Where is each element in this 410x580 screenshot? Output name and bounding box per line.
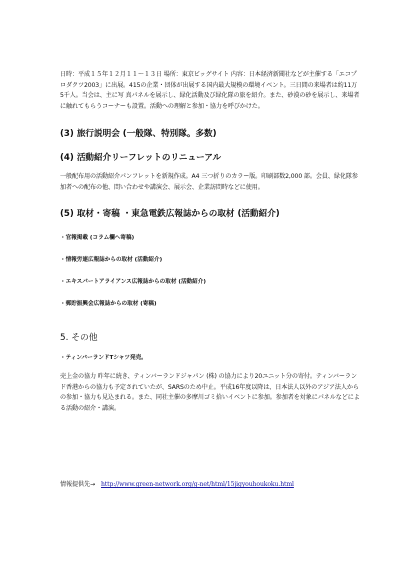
section-3-heading: (3) 旅行説明会 (一般隊、特別隊。多数) bbox=[60, 129, 217, 139]
info-link[interactable]: http://www.green-network.org/g-net/html/15jigyouhoukoku.html bbox=[100, 481, 294, 488]
other-heading: 5. その他 bbox=[60, 333, 98, 343]
other-paragraph: 売上金の協力 昨年に続き、ティンバーランドジャパン (株) の協力により20ユニット分の寄付。ティンバーランド香港からの協力も予定されていたが、SARSのため中止。平成16年度以降は、日本法人以外のアジア法人からの参加・協力も見込まれる。また、同社主催の多摩川ゴミ拾いイベントに参加。参加者を対象にパネルなどによる活動の紹介・講演。 bbox=[60, 373, 360, 412]
tshirt-section bbox=[60, 354, 360, 363]
info-label: 情報提供先→ bbox=[60, 481, 95, 488]
media-item: ・エキスパートアライアンス広報誌からの取材 (活動紹介) bbox=[60, 279, 206, 285]
section-4-heading: (4) 活動紹介リーフレットのリニューアル bbox=[60, 153, 222, 163]
event-paragraph: 日時：平成１５年１２月１１～１３日 場所：東京ビッグサイト 内容：日本経済新聞社などが主催する「エコプロダクツ2003」に出展。415の企業・団体が出展する国内最大規模の環境イベント。三日間の来場者は約11万5千人。当会は、主に写 真パネルを展示し、緑化活動及び緑化隊の旅を紹介。また、砂漠の砂を展示し、来場者に触れてもらうコーナーも設置。活動への理解と参加・協力を呼びかけた。 bbox=[60, 71, 360, 110]
section-4-paragraph: 一般配布用の活動紹介パンフレットを新規作成。A4 三つ折りのカラー版。印刷部数2,000 部。会員、緑化隊参加者への配布の他、問い合わせや講演会、展示会、企業訪問時などに使用。 bbox=[60, 173, 358, 191]
section-4 bbox=[60, 152, 360, 193]
media-item: ・郵貯振興会広報誌からの取材 (寄稿) bbox=[60, 301, 157, 307]
media-item: ・官報掲載 (コラム欄へ寄稿) bbox=[60, 235, 135, 241]
section-5-heading: (5) 取材・寄稿 ・東急電鉄広報誌からの取材 (活動紹介) bbox=[60, 209, 280, 219]
info-source bbox=[60, 480, 380, 491]
media-item: ・情報労連広報誌からの取材 (活動紹介) bbox=[60, 257, 163, 263]
section-3 bbox=[60, 128, 360, 140]
section-5 bbox=[60, 208, 360, 220]
event-section bbox=[60, 70, 360, 112]
tshirt-heading: ・ティンバーランドTシャツ発売。 bbox=[60, 355, 147, 361]
other-paragraph-block bbox=[60, 372, 360, 414]
other-section bbox=[60, 332, 360, 344]
